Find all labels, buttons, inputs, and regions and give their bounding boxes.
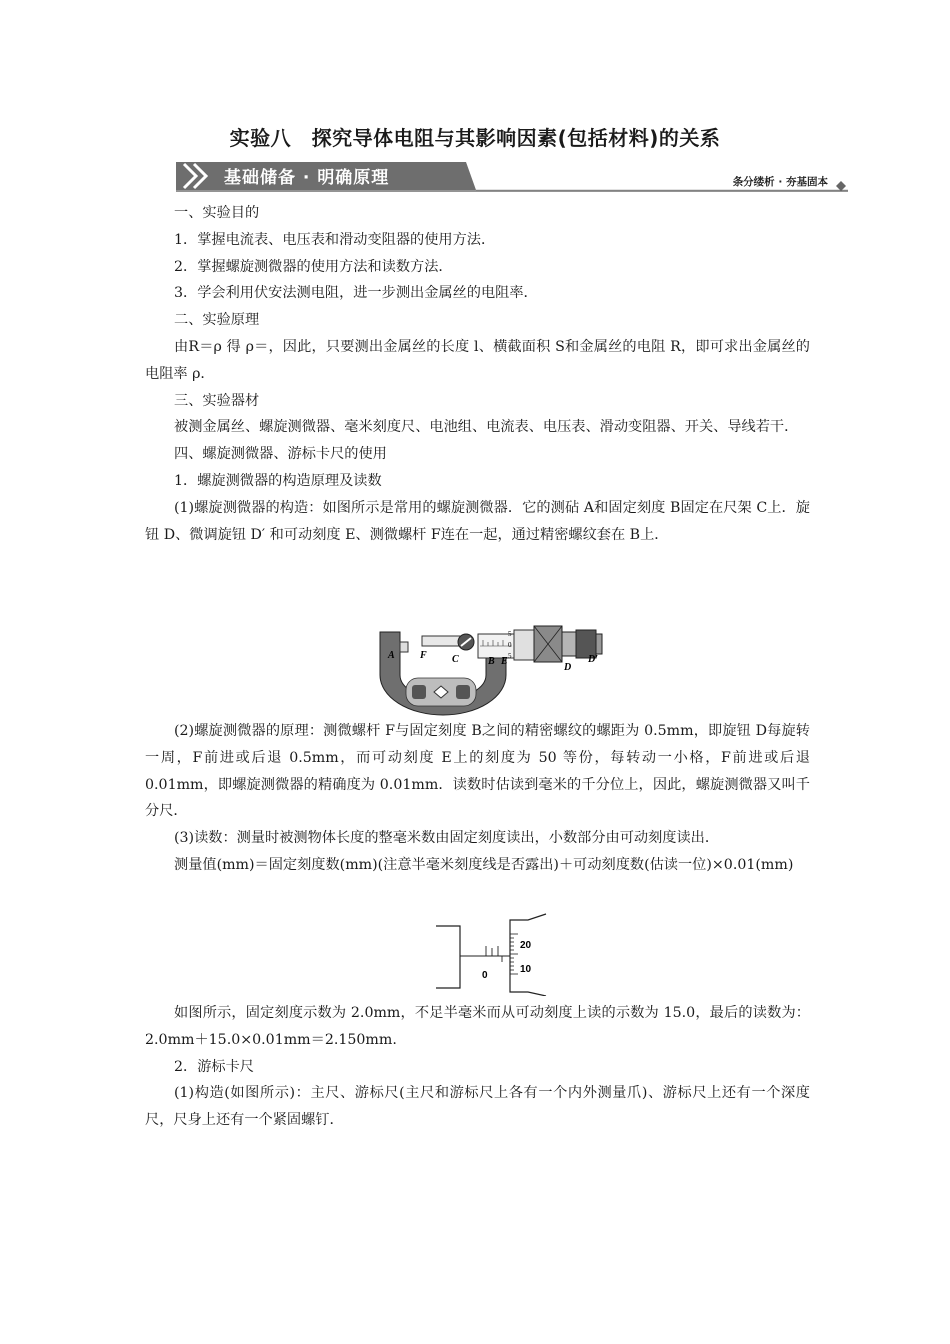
section-purpose-principle <box>145 200 810 548</box>
reading-example: 如图所示，固定刻度示数为 2.0mm，不足半毫米而从可动刻度上读的示数为 15.0，最后的读数为：2.0mm＋15.0×0.01mm＝2.150mm. <box>145 1005 810 1048</box>
label-E: E <box>501 656 508 667</box>
equipment-text: 被测金属丝、螺旋测微器、毫米刻度尺、电池组、电流表、电压表、滑动变阻器、开关、导线若干． <box>174 419 799 436</box>
micrometer-reading: (3)读数：测量时被测物体长度的整毫米数由固定刻度读出，小数部分由可动刻度读出． <box>174 830 720 847</box>
label-C: C <box>452 654 459 665</box>
heading-micrometer: 1．螺旋测微器的构造原理及读数 <box>174 472 382 489</box>
section-micrometer-principle <box>145 718 810 879</box>
label-A: A <box>388 650 395 661</box>
heading-principle: 二、实验原理 <box>174 312 260 329</box>
section-reading-example <box>145 1000 810 1134</box>
label-F: F <box>420 650 427 661</box>
label-D: D <box>564 662 572 673</box>
micrometer-principle: (2)螺旋测微器的原理：测微螺杆 F与固定刻度 B之间的精密螺纹的螺距为 0.5mm，即旋钮 D每旋转一周，F前进或后退 0.5mm，而可动刻度 E上的刻度为 50 等份，每转动一小格，F前进或后退 0.01mm，即螺旋测微器的精确度为 0.01mm．读数时估读到毫米的千分位上，因此，螺旋测微器又叫千分尺． <box>145 723 810 820</box>
thimble-label-20: 20 <box>520 940 532 951</box>
micrometer-structure: (1)螺旋测微器的构造：如图所示是常用的螺旋测微器．它的测砧 A和固定刻度 B固定在尺架 C上．旋钮 D、微调旋钮 D′ 和可动刻度 E、测微螺杆 F连在一起，通过精密螺纹套在 B上． <box>145 499 810 543</box>
thimble-mark-5-bottom: 5 <box>508 652 512 660</box>
purpose-item-1: 1．掌握电流表、电压表和滑动变阻器的使用方法． <box>174 231 496 248</box>
banner-title: 基础储备 · 明确原理 <box>224 168 390 188</box>
heading-vernier: 2．游标卡尺 <box>174 1058 254 1075</box>
page-title: 实验八 探究导体电阻与其影响因素(包括材料)的关系 <box>229 126 721 150</box>
heading-usage: 四、螺旋测微器、游标卡尺的使用 <box>174 446 387 463</box>
micrometer-figure <box>368 620 618 724</box>
purpose-item-3: 3．学会利用伏安法测电阻，进一步测出金属丝的电阻率． <box>174 285 538 302</box>
principle-text: 由R＝ρ 得 ρ＝，因此，只要测出金属丝的长度 l、横截面积 S和金属丝的电阻 R，即可求出金属丝的电阻率 ρ． <box>145 338 810 382</box>
thimble-mark-0: 0 <box>508 641 512 649</box>
thimble-label-10: 10 <box>520 964 532 975</box>
thimble-mark-5-top: 5 <box>508 630 512 638</box>
label-B: B <box>488 656 495 667</box>
label-Dprime: D′ <box>588 654 599 665</box>
measurement-formula: 测量值(mm)＝固定刻度数(mm)(注意半毫米刻度线是否露出)＋可动刻度数(估读一位)×0.01(mm) <box>174 856 794 873</box>
sleeve-label-0: 0 <box>482 970 488 981</box>
banner-tag: 条分缕析 · 夯基固本 <box>732 176 828 188</box>
reading-figure <box>436 912 556 1000</box>
heading-purpose: 一、实验目的 <box>174 205 260 221</box>
purpose-item-2: 2．掌握螺旋测微器的使用方法和读数方法． <box>174 258 453 275</box>
heading-equipment: 三、实验器材 <box>174 392 260 409</box>
section-banner <box>176 160 848 194</box>
vernier-structure: (1)构造(如图所示)：主尺、游标尺(主尺和游标尺上各有一个内外测量爪)、游标尺上还有一个深度尺，尺身上还有一个紧固螺钉． <box>145 1085 810 1129</box>
